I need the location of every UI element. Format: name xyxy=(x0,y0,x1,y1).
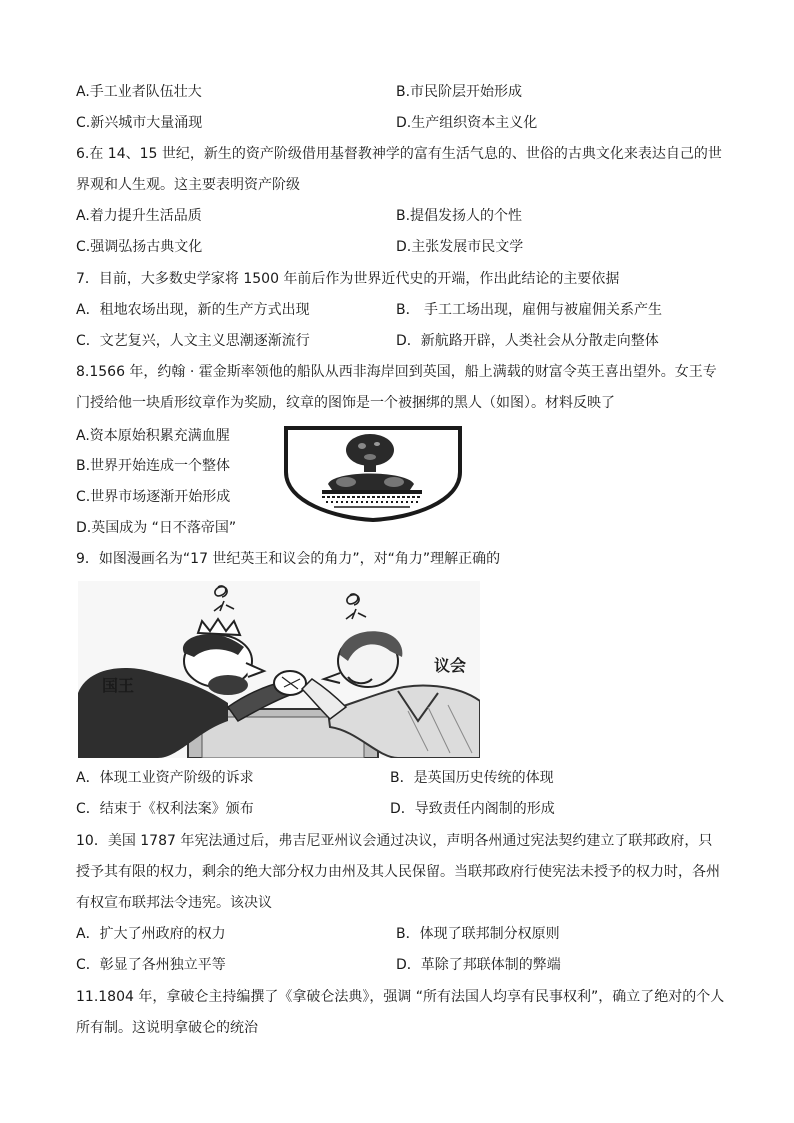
q8-option-d: D.英国成为 “日不落帝国” xyxy=(76,520,237,536)
q6-option-b: B.提倡发扬人的个性 xyxy=(396,208,523,224)
q8-stem: 8.1566 年，约翰 · 霍金斯率领他的船队从西非海岸回到英国，船上满载的财富令英王喜出望外。女王专门授给他一块盾形纹章作为奖励，纹章的图饰是一个被捆绑的黑人（如图）。材料反映了 xyxy=(76,364,717,411)
q9-option-b: B．是英国历史传统的体现 xyxy=(390,770,554,786)
coat-of-arms-image xyxy=(282,424,464,522)
q10-stem: 10．美国 1787 年宪法通过后，弗吉尼亚州议会通过决议，声明各州通过宪法契约建立了联邦政府，只授予其有限的权力，剩余的绝大部分权力由州及其人民保留。当联邦政府行使宪法未授予的权力时，各州有权宣布联邦法令违宪。该决议 xyxy=(76,833,720,911)
q10-option-d: D．革除了邦联体制的弊端 xyxy=(396,957,561,973)
q7-option-b: B． 手工工场出现，雇佣与被雇佣关系产生 xyxy=(396,302,663,318)
q8-option-b: B.世界开始连成一个整体 xyxy=(76,458,231,474)
arm-wrestling-illustration xyxy=(78,581,480,758)
shield-icon xyxy=(282,424,464,522)
q9-option-c: C．结束于《权利法案》颁布 xyxy=(76,801,254,817)
q9-stem: 9．如图漫画名为“17 世纪英王和议会的角力”，对“角力”理解正确的 xyxy=(76,551,501,567)
q9-option-a: A．体现工业资产阶级的诉求 xyxy=(76,770,254,786)
q5-option-b: B.市民阶层开始形成 xyxy=(396,84,523,100)
q7-stem: 7．目前，大多数史学家将 1500 年前后作为世界近代史的开端，作出此结论的主要依据 xyxy=(76,271,620,287)
q5-option-c: C.新兴城市大量涌现 xyxy=(76,115,203,131)
q10-option-c: C．彰显了各州独立平等 xyxy=(76,957,226,973)
q5-option-a: A.手工业者队伍壮大 xyxy=(76,84,202,100)
king-label: 国王 xyxy=(102,676,135,695)
q7-option-d: D．新航路开辟，人类社会从分散走向整体 xyxy=(396,333,659,349)
q10-option-b: B．体现了联邦制分权原则 xyxy=(396,926,560,942)
q6-option-a: A.着力提升生活品质 xyxy=(76,208,202,224)
q6-option-d: D.主张发展市民文学 xyxy=(396,239,524,255)
king-parliament-cartoon xyxy=(78,581,480,758)
q8-option-a: A.资本原始积累充满血腥 xyxy=(76,428,230,444)
q8-option-c: C.世界市场逐渐开始形成 xyxy=(76,489,231,505)
q6-option-c: C.强调弘扬古典文化 xyxy=(76,239,203,255)
q6-stem: 6.在 14、15 世纪，新生的资产阶级借用基督教神学的富有生活气息的、世俗的古典文化来表达自己的世界观和人生观。这主要表明资产阶级 xyxy=(76,146,722,193)
parliament-label: 议会 xyxy=(434,656,467,675)
q7-option-c: C．文艺复兴，人文主义思潮逐渐流行 xyxy=(76,333,310,349)
q5-option-d: D.生产组织资本主义化 xyxy=(396,115,538,131)
q10-option-a: A．扩大了州政府的权力 xyxy=(76,926,226,942)
q7-option-a: A．租地农场出现，新的生产方式出现 xyxy=(76,302,310,318)
q9-option-d: D．导致责任内阁制的形成 xyxy=(390,801,555,817)
q11-stem: 11.1804 年，拿破仑主持编撰了《拿破仑法典》，强调 “所有法国人均享有民事权利”，确立了绝对的个人所有制。这说明拿破仑的统治 xyxy=(76,989,725,1036)
